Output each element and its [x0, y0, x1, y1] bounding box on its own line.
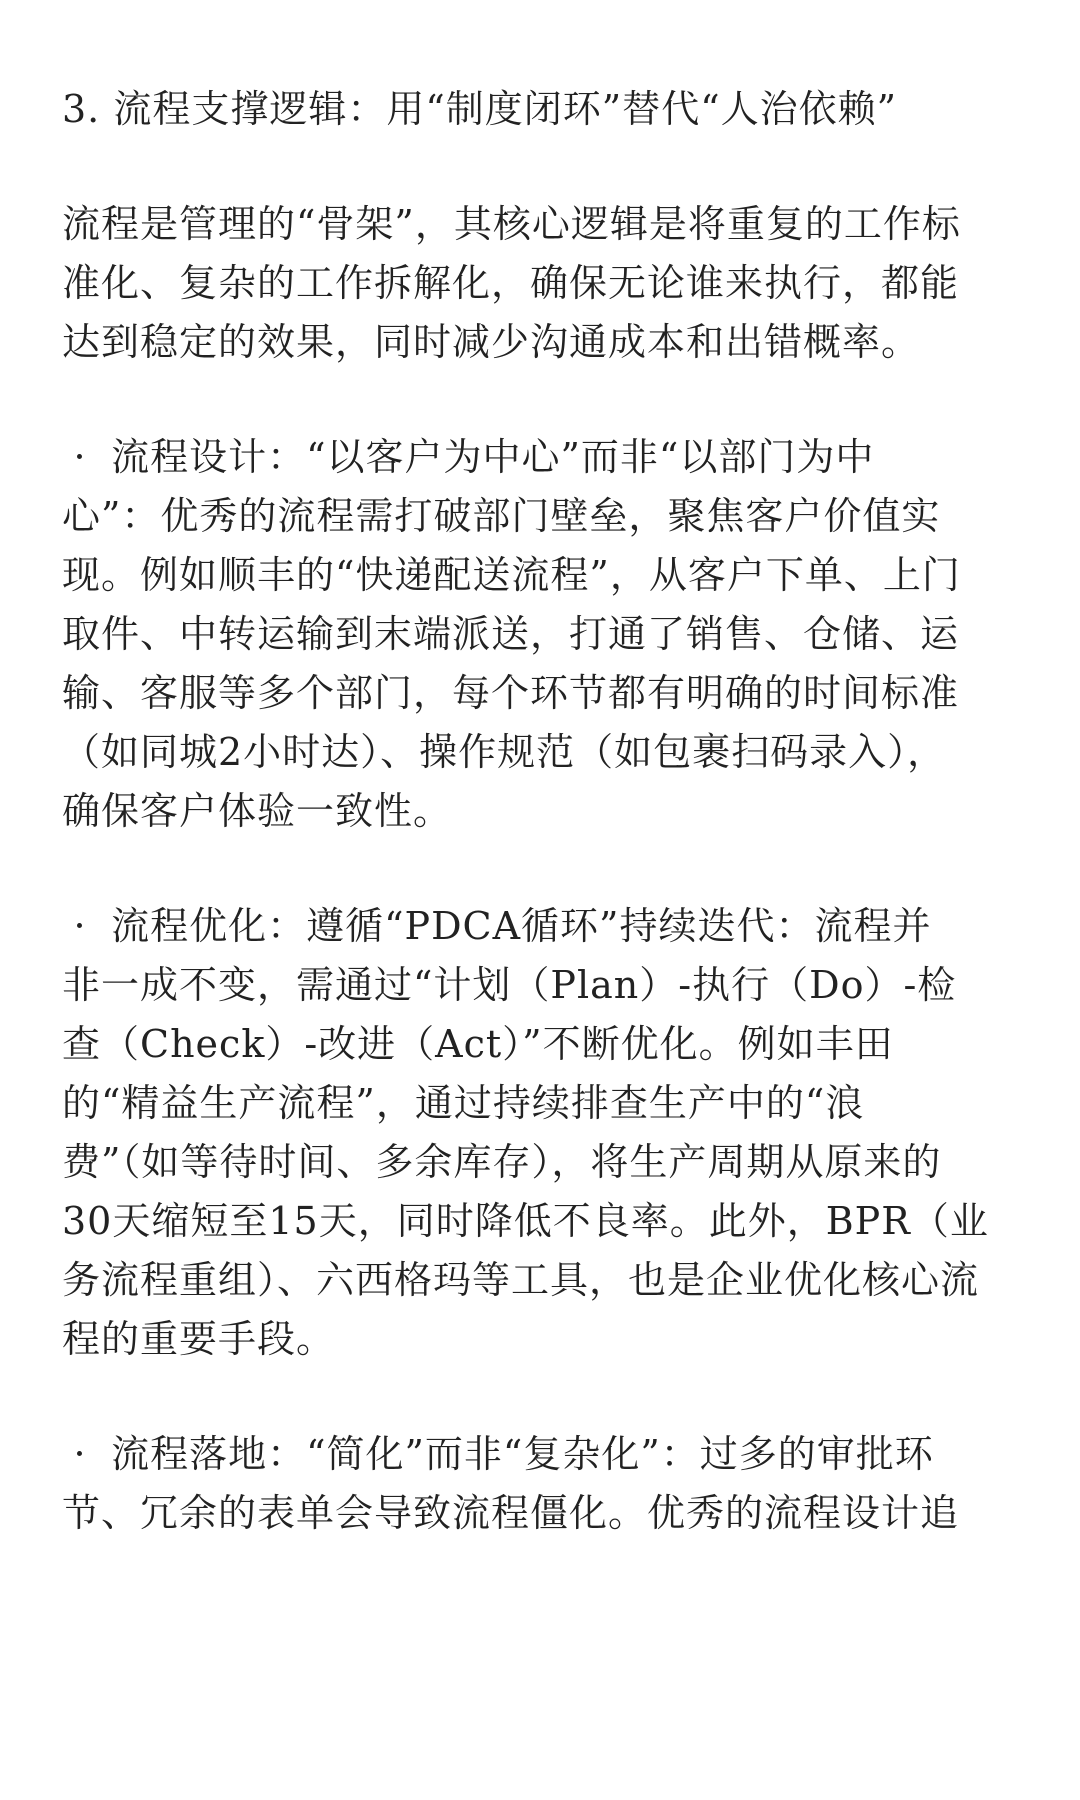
bullet-line: 程的重要手段。: [62, 1317, 336, 1361]
bullet-line-text: 流程设计：“以客户为中心”而非“以部门为中: [98, 435, 875, 479]
bullet-line: 务流程重组）、六西格玛等工具，也是企业优化核心流: [62, 1258, 980, 1302]
bullet-line-text: 流程优化：遵循“PDCA循环”持续迭代：流程并: [98, 904, 932, 948]
bullet-line: 现。例如顺丰的“快递配送流程”，从客户下单、上门: [62, 553, 961, 597]
bullet-paragraph-implementation: [62, 1425, 1020, 1543]
intro-line: 准化、复杂的工作拆解化，确保无论谁来执行，都能: [62, 261, 960, 305]
bullet-first-line: [62, 428, 1020, 487]
intro-paragraph: [62, 195, 1020, 372]
bullet-line: 输、客服等多个部门，每个环节都有明确的时间标准: [62, 671, 960, 715]
bullet-line: 30天缩短至15天，同时降低不良率。此外，BPR（业: [62, 1199, 989, 1243]
bullet-line: （如同城2小时达）、操作规范（如包裹扫码录入），: [62, 730, 947, 774]
bullet-dot-icon: ·: [73, 904, 87, 948]
section-heading-text: 3. 流程支撑逻辑：用“制度闭环”替代“人治依赖”: [62, 87, 898, 131]
bullet-first-line: [62, 1425, 1020, 1484]
bullet-line: 的“精益生产流程”，通过持续排查生产中的“浪: [62, 1081, 865, 1125]
intro-line: 流程是管理的“骨架”，其核心逻辑是将重复的工作标: [62, 202, 961, 246]
intro-line: 达到稳定的效果，同时减少沟通成本和出错概率。: [62, 320, 921, 364]
bullet-line: 查（Check）-改进（Act）”不断优化。例如丰田: [62, 1022, 894, 1066]
article-body: [62, 80, 1020, 1599]
bullet-line-text: 流程落地：“简化”而非“复杂化”：过多的审批环: [98, 1432, 934, 1476]
bullet-dot-icon: ·: [73, 435, 87, 479]
bullet-line: 非一成不变，需通过“计划（Plan）-执行（Do）-检: [62, 963, 957, 1007]
bullet-paragraph-optimization: [62, 897, 1020, 1369]
bullet-line: 费”（如等待时间、多余库存），将生产周期从原来的: [62, 1140, 942, 1184]
bullet-line: 确保客户体验一致性。: [62, 789, 453, 833]
bullet-line: 取件、中转运输到末端派送，打通了销售、仓储、运: [62, 612, 960, 656]
bullet-dot-icon: ·: [73, 1432, 87, 1476]
bullet-line: 节、冗余的表单会导致流程僵化。优秀的流程设计追: [62, 1491, 960, 1535]
bullet-line: 心”：优秀的流程需打破部门壁垒，聚焦客户价值实: [62, 494, 941, 538]
bullet-first-line: [62, 897, 1020, 956]
section-heading: [62, 80, 1020, 139]
bullet-paragraph-design: [62, 428, 1020, 841]
